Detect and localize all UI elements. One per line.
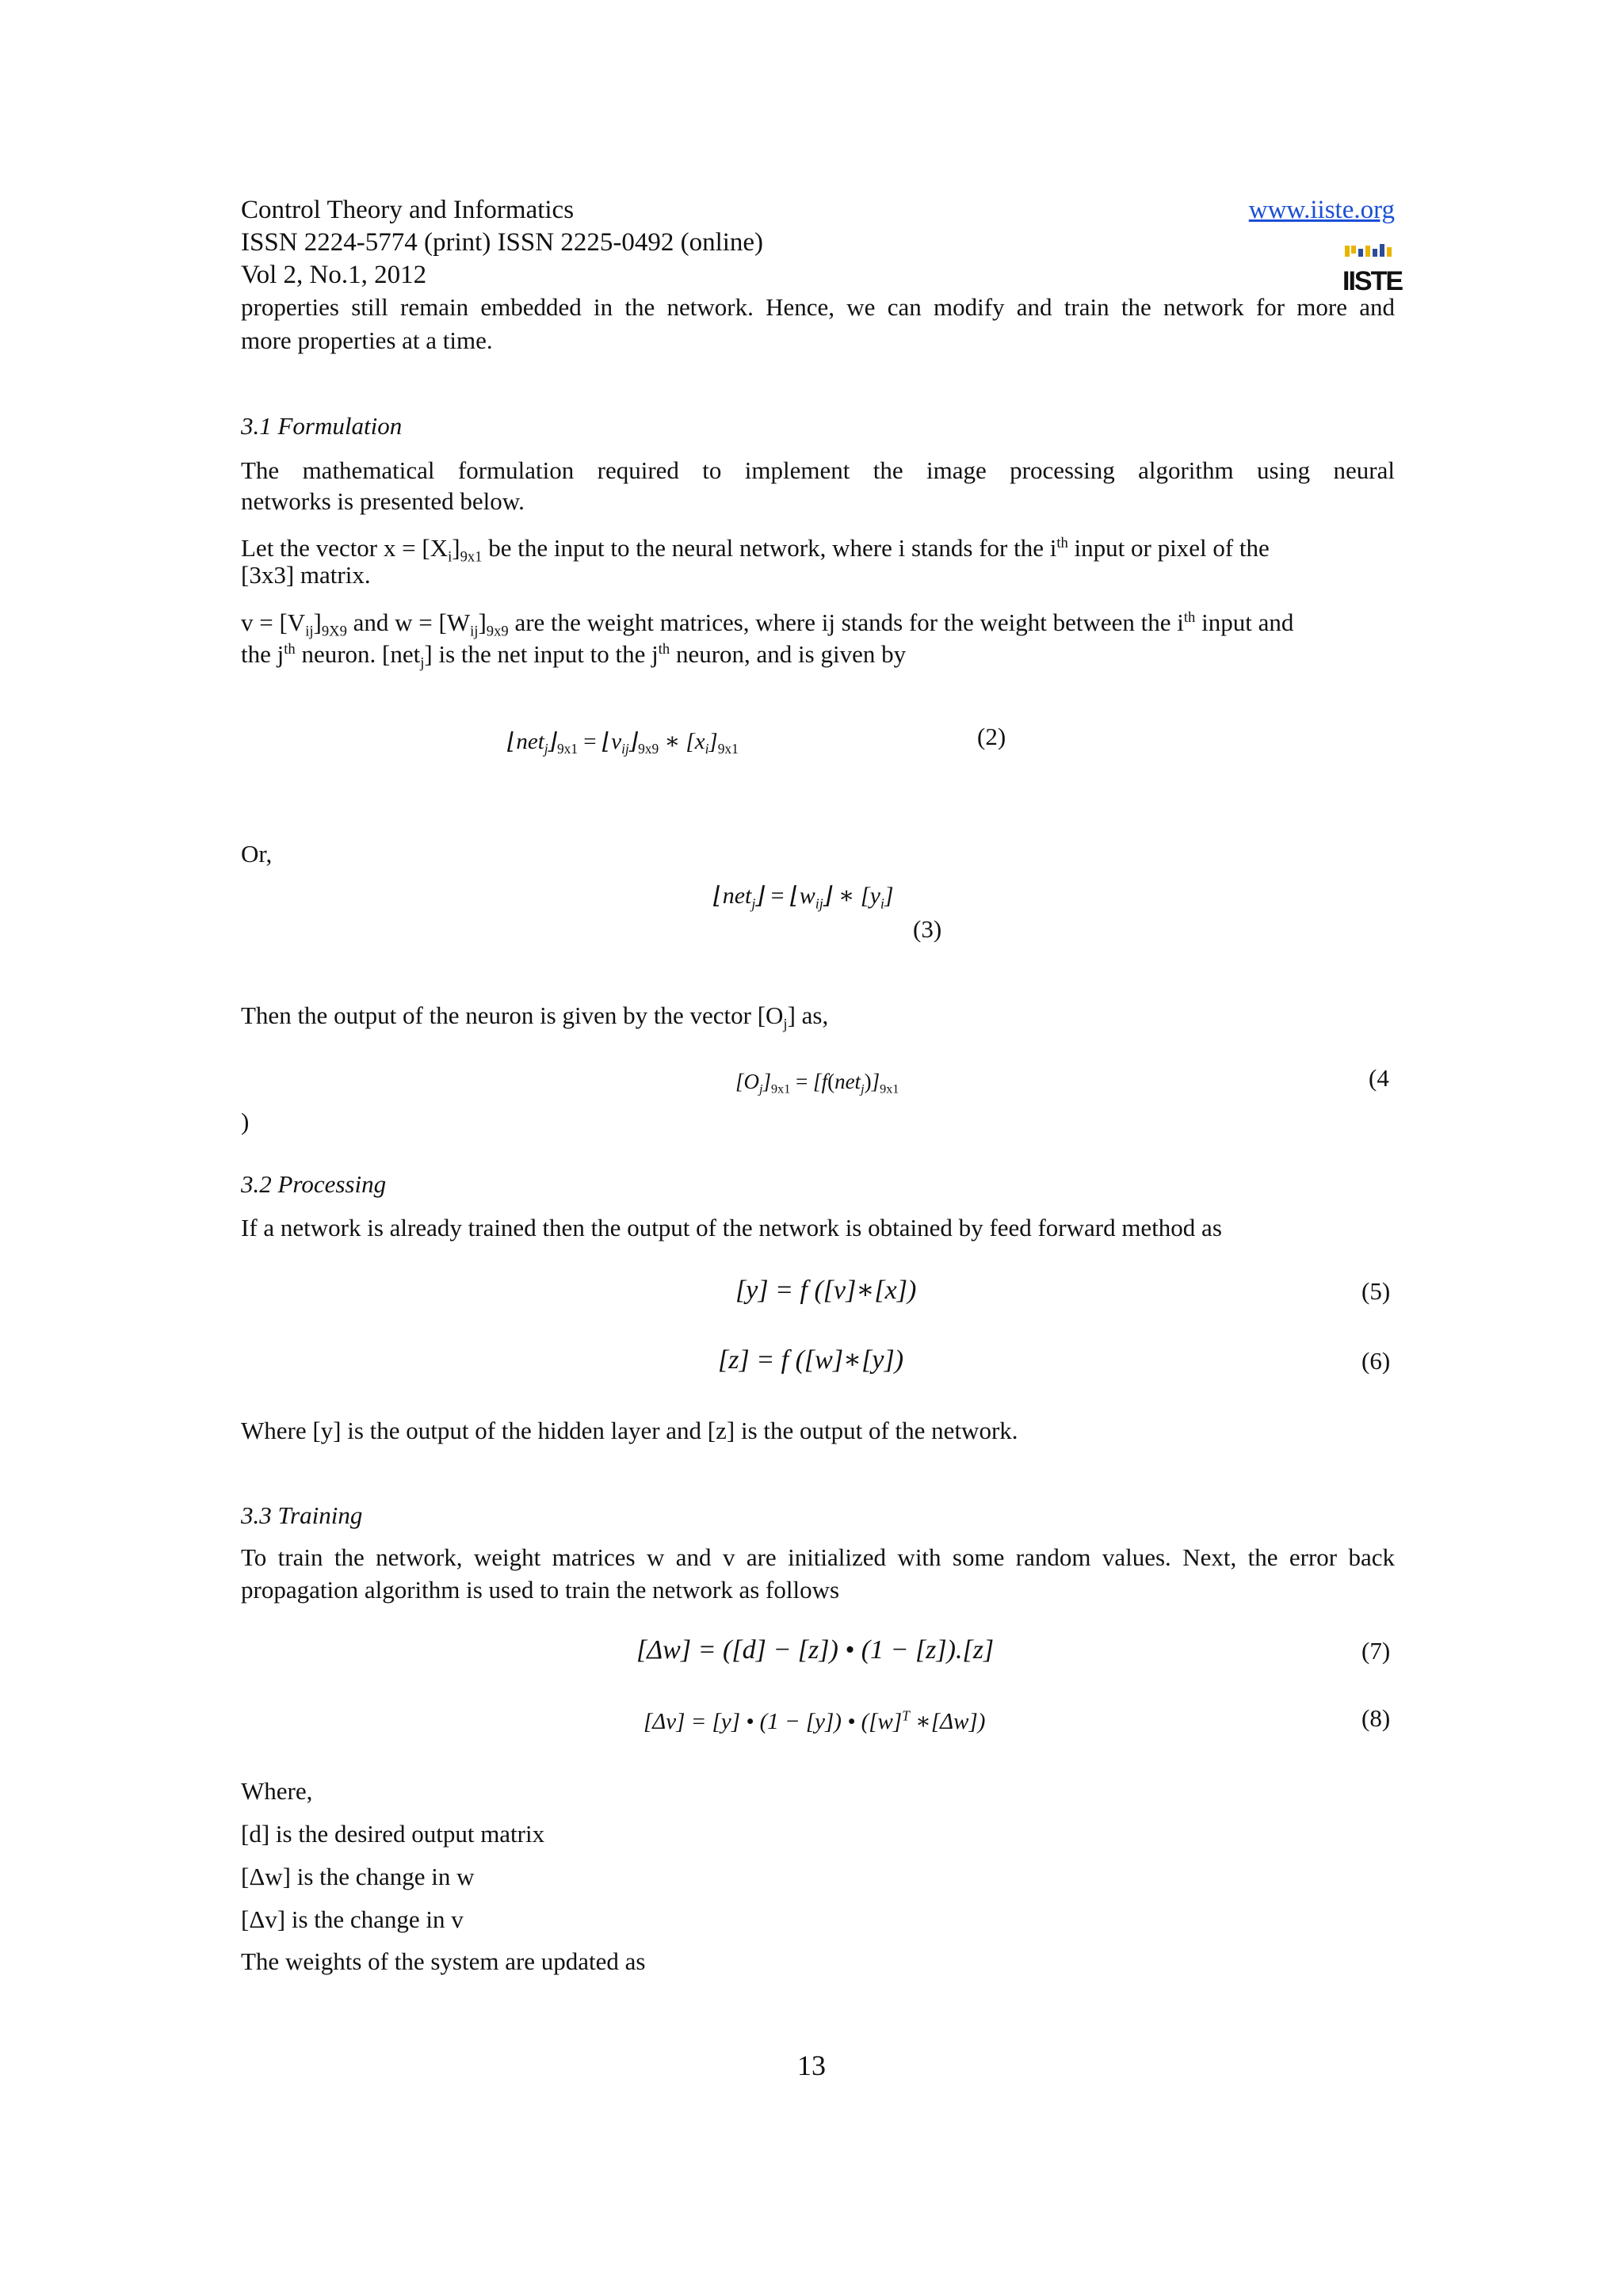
equation-4-number-close: ) [241, 1108, 250, 1135]
equation-3-number: (3) [913, 915, 942, 943]
hidden-layer-text: Where [y] is the output of the hidden layer and [z] is the output of the network. [241, 1417, 1018, 1444]
where-label: Where, [241, 1777, 313, 1805]
equation-5-number: (5) [1361, 1277, 1391, 1305]
equation-6: [z] = f ([w]∗[y]) [718, 1345, 904, 1375]
formulation-para-3-line-1: $v = [V_{ij}]_{9X9}$ and $w = [W_{ij}]_{9x9}$ are the weight matrices, where ij stands for the weight between the $i^{th}$ input and [241, 608, 1294, 640]
page-number: 13 [797, 2050, 826, 2081]
or-text: Or, [241, 840, 273, 868]
journal-url-link[interactable]: www.iiste.org [1248, 196, 1395, 224]
formulation-para-1-line-1: The mathematical formulation required to implement the image processing algorithm using neural [241, 456, 1395, 484]
processing-para: If a network is already trained then the output of the network is obtained by feed forward method as [241, 1214, 1222, 1241]
equation-4-number: (4 [1369, 1064, 1389, 1092]
formulation-para-3-line-2: the $j^{th}$ neuron. [net$_j$] is the net input to the $j^{th}$ neuron, and is given by [241, 640, 907, 672]
training-para-line-1: To train the network, weight matrices w and v are initialized with some random values. Next, the error back [241, 1543, 1395, 1571]
formulation-para-1-line-2: networks is presented below. [241, 487, 525, 515]
volume-line: Vol 2, No.1, 2012 [241, 261, 427, 289]
equation-2-number: (2) [977, 723, 1006, 750]
equation-7: [Δw] = ([d] − [z]) • (1 − [z]).[z] [636, 1635, 995, 1665]
where-dw: [Δw] is the change in w [241, 1863, 475, 1890]
journal-title: Control Theory and Informatics [241, 196, 575, 224]
equation-8-number: (8) [1361, 1704, 1391, 1732]
formulation-para-2-line-2: [3x3] matrix. [241, 561, 371, 589]
equation-5: [y] = f ([v]∗[x]) [735, 1276, 917, 1305]
section-heading-training: 3.3 Training [241, 1501, 363, 1529]
equation-3: ⌊net$_j$⌋ = $⌊w_{ij}⌋$ ∗ $[y_i]$ [713, 883, 894, 912]
equation-7-number: (7) [1361, 1637, 1391, 1665]
iiste-logo-icon [1342, 244, 1403, 296]
intro-line-1: properties still remain embedded in the network. Hence, we can modify and train the network for more and [241, 293, 1395, 321]
equation-4: $[O_j]_{9x1} = [f(net_j)]_{9x1}$ [735, 1070, 899, 1097]
section-heading-formulation: 3.1 Formulation [241, 412, 403, 440]
equation-6-number: (6) [1361, 1347, 1391, 1375]
output-vector-text: Then the output of the neuron is given by the vector $[O_j]$ as, [241, 1001, 829, 1033]
svg-text:IISTE: IISTE [1342, 266, 1403, 296]
section-heading-processing: 3.2 Processing [241, 1170, 387, 1198]
where-d: [d] is the desired output matrix [241, 1820, 545, 1848]
formulation-para-2-line-1: Let the vector $x = [X_i]_{9x1}$ be the input to the neural network, where i stands for the $i^{th}$ input or pixel of the [241, 534, 1270, 566]
iiste-logo [1342, 244, 1403, 296]
where-dv: [Δv] is the change in v [241, 1905, 464, 1933]
weights-update-text: The weights of the system are updated as [241, 1947, 646, 1975]
equation-8: [Δv] = [y] • (1 − [y]) • ($[w]^T$ ∗[Δw]) [643, 1707, 986, 1734]
equation-2: $⌊net_j⌋_{9x1}$ = $⌊v_{ij}⌋_{9x9}$ ∗ $[x_i]_{9x1}$ [507, 729, 739, 757]
issn-line: ISSN 2224-5774 (print) ISSN 2225-0492 (online) [241, 228, 764, 257]
training-para-line-2: propagation algorithm is used to train the network as follows [241, 1576, 840, 1604]
intro-line-2: more properties at a time. [241, 326, 493, 354]
